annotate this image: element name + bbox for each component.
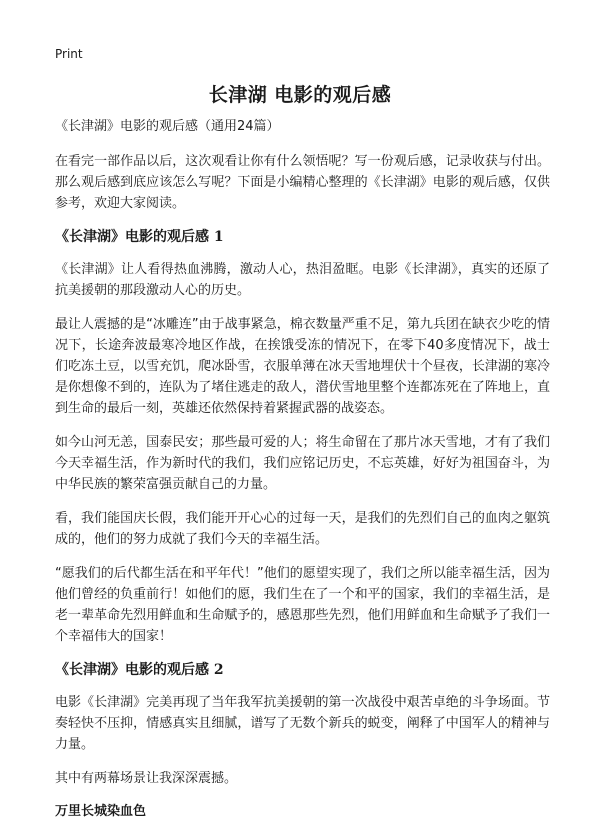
document-subtitle: 《长津湖》电影的观后感（通用24篇） [55, 119, 280, 134]
section-1-paragraph: “愿我们的后代都生活在和平年代！”他们的愿望实现了，我们之所以能幸福生活，因为他们曾经的负重前行！如他们的愿，我们生在了一个和平的国家，我们的幸福生活，是老一辈革命先烈用鲜血和生命赋予的，感恩那些先烈，他们用鲜血和生命赋予了我们一个幸福伟大的国家！ [55, 566, 550, 644]
section-2-paragraph: 电影《长津湖》完美再现了当年我军抗美援朝的第一次战役中艰苦卓绝的斗争场面。节奏轻快不压抑，情感真实且细腻，谱写了无数个新兵的蜕变，阐释了中国军人的精神与力量。 [55, 695, 550, 752]
document-body [55, 117, 550, 822]
section-1-heading: 《长津湖》电影的观后感 1 [55, 229, 224, 245]
section-1-paragraph: 如今山河无恙，国泰民安；那些最可爱的人；将生命留在了那片冰天雪地，才有了我们今天幸福生活，作为新时代的我们，我们应铭记历史，不忘英雄，好好为祖国奋斗，为中华民族的繁荣富强贡献自己的力量。 [55, 435, 550, 492]
page-title: 长津湖 电影的观后感 [208, 84, 392, 106]
section-1-paragraph: 最让人震撼的是“冰雕连”由于战事紧急，棉衣数量严重不足，第九兵团在缺衣少吃的情况下，长途奔波最寒冷地区作战，在挨饿受冻的情况下，在零下40多度情况下，战士们吃冻土豆，以雪充饥，爬冰卧雪，衣服单薄在冰天雪地埋伏十个昼夜，长津湖的寒冷是你想像不到的，连队为了堵住逃走的敌人，潜伏雪地里整个连都冻死在了阵地上，直到生命的最后一刻，英雄还依然保持着紧握武器的战姿态。 [55, 317, 550, 416]
section-1-paragraph: 看，我们能国庆长假，我们能开开心心的过每一天，是我们的先烈们自己的血肉之躯筑成的，他们的努力成就了我们今天的幸福生活。 [55, 511, 550, 547]
section-2-paragraph: 其中有两幕场景让我深深震撼。 [55, 771, 238, 786]
section-1-paragraph: 《长津湖》让人看得热血沸腾，激动人心，热泪盈眶。电影《长津湖》，真实的还原了抗美援朝的那段激动人心的历史。 [55, 262, 550, 298]
section-2-heading: 《长津湖》电影的观后感 2 [55, 662, 224, 678]
intro-paragraph: 在看完一部作品以后，这次观看让你有什么领悟呢？写一份观后感，记录收获与付出。那么观后感到底应该怎么写呢？下面是小编精心整理的《长津湖》电影的观后感，仅供参考，欢迎大家阅读。 [55, 154, 550, 211]
print-label[interactable]: Print [55, 47, 83, 61]
section-2-subheading: 万里长城染血色 [55, 804, 147, 819]
